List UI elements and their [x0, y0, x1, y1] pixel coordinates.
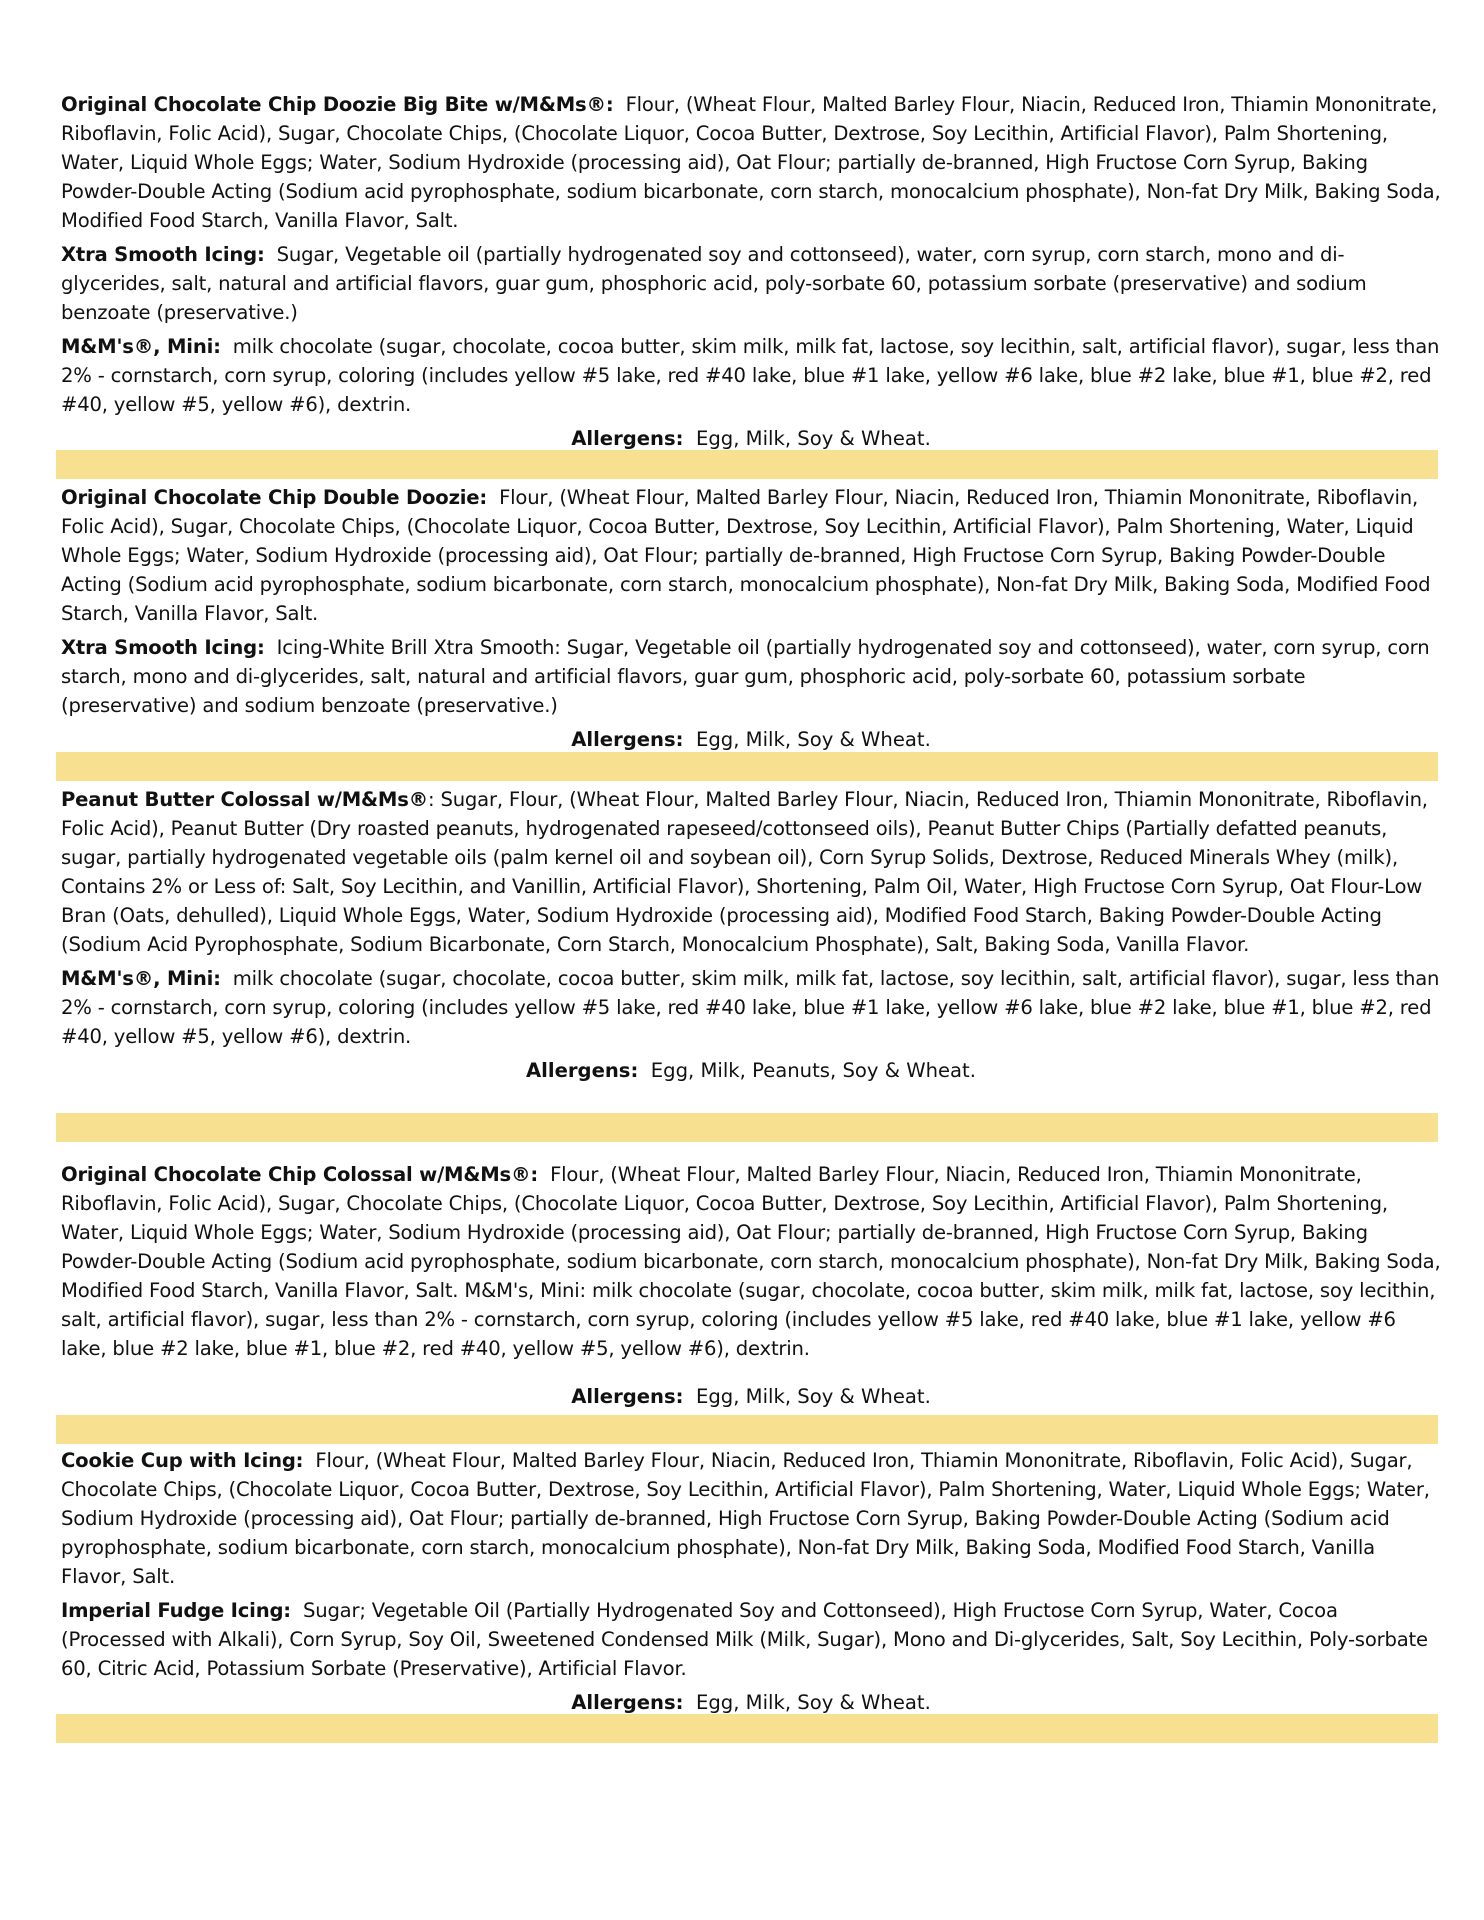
ingredient-text: Sugar; Vegetable Oil (Partially Hydrogenated Soy and Cottonseed), High Fructose Corn Syrup, Water, Cocoa (Processed with Alkali), Corn Syrup, Soy Oil, Sweetened Condensed Milk (Milk, Sugar), Mono and Di-glycerides, Salt, Soy Lecithin, Poly-sorbate 60, Citric Acid, Potassium Sorbate (Preservative), Artificial Flavor. [61, 1599, 1428, 1680]
ingredient-paragraph [61, 1446, 1441, 1591]
allergens-label: Allergens: [526, 1059, 639, 1082]
allergens-value: Egg, Milk, Soy & Wheat. [695, 1691, 931, 1714]
ingredient-text: Flour, (Wheat Flour, Malted Barley Flour, Niacin, Reduced Iron, Thiamin Mononitrate, Riboflavin, Folic Acid), Sugar, Chocolate Chips, (Chocolate Liquor, Cocoa Butter, Dextrose, Soy Lecithin, Artificial Flavor), Palm Shortening, Water, Liquid Whole Eggs; Water, Sodium Hydroxide (processing aid), Oat Flour; partially de-branned, High Fructose Corn Syrup, Baking Powder-Double Acting (Sodium acid pyrophosphate, sodium bicarbonate, corn starch, monocalcium phosphate), Non-fat Dry Milk, Baking Soda, Modified Food Starch, Vanilla Flavor, Salt. [61, 486, 1431, 625]
ingredient-paragraph [61, 785, 1441, 959]
allergens-line [61, 1382, 1441, 1411]
ingredient-paragraph [61, 240, 1441, 327]
product-section-double-doozie [61, 483, 1441, 754]
product-section-peanut-butter-colossal [61, 785, 1441, 1085]
ingredient-paragraph [61, 332, 1441, 419]
allergens-label: Allergens: [571, 1385, 684, 1408]
allergens-line [61, 424, 1441, 453]
ingredient-paragraph [61, 483, 1441, 628]
section-divider [56, 450, 1438, 479]
allergens-value: Egg, Milk, Soy & Wheat. [695, 427, 931, 450]
ingredient-text: Sugar, Vegetable oil (partially hydrogenated soy and cottonseed), water, corn syrup, corn starch, mono and di-glycerides, salt, natural and artificial flavors, guar gum, phosphoric acid, poly-sorbate 60, potassium sorbate (preservative) and sodium benzoate (preservative.) [61, 243, 1367, 324]
section-divider [56, 1113, 1438, 1142]
allergens-label: Allergens: [571, 427, 684, 450]
ingredient-text: Flour, (Wheat Flour, Malted Barley Flour, Niacin, Reduced Iron, Thiamin Mononitrate, Riboflavin, Folic Acid), Sugar, Chocolate Chips, (Chocolate Liquor, Cocoa Butter, Dextrose, Soy Lecithin, Artificial Flavor), Palm Shortening, Water, Liquid Whole Eggs; Water, Sodium Hydroxide (processing aid), Oat Flour; partially de-branned, High Fructose Corn Syrup, Baking Powder-Double Acting (Sodium acid pyrophosphate, sodium bicarbonate, corn starch, monocalcium phosphate), Non-fat Dry Milk, Baking Soda, Modified Food Starch, Vanilla Flavor, Salt. [61, 93, 1441, 232]
ingredient-paragraph [61, 90, 1441, 235]
allergens-value: Egg, Milk, Soy & Wheat. [695, 1385, 931, 1408]
component-name: M&M's®, Mini: [61, 335, 221, 358]
ingredient-text: : Sugar, Flour, (Wheat Flour, Malted Barley Flour, Niacin, Reduced Iron, Thiamin Mononitrate, Riboflavin, Folic Acid), Peanut Butter (Dry roasted peanuts, hydrogenated rapeseed/cottonseed oils), Peanut Butter Chips (Partially defatted peanuts, sugar, partially hydrogenated vegetable oils (palm kernel oil and soybean oil), Corn Syrup Solids, Dextrose, Reduced Minerals Whey (milk), Contains 2% or Less of: Salt, Soy Lecithin, and Vanillin, Artificial Flavor), Shortening, Palm Oil, Water, High Fructose Corn Syrup, Oat Flour-Low Bran (Oats, dehulled), Liquid Whole Eggs, Water, Sodium Hydroxide (processing aid), Modified Food Starch, Baking Powder-Double Acting (Sodium Acid Pyrophosphate, Sodium Bicarbonate, Corn Starch, Monocalcium Phosphate), Salt, Baking Soda, Vanilla Flavor. [61, 788, 1428, 956]
product-name: Original Chocolate Chip Doozie Big Bite w/M&Ms®: [61, 93, 614, 116]
ingredient-text: milk chocolate (sugar, chocolate, cocoa butter, skim milk, milk fat, lactose, soy lecithin, salt, artificial flavor), sugar, less than 2% - cornstarch, corn syrup, coloring (includes yellow #5 lake, red #40 lake, blue #1 lake, yellow #6 lake, blue #2 lake, blue #1, blue #2, red #40, yellow #5, yellow #6), dextrin. [61, 967, 1440, 1048]
allergens-value: Egg, Milk, Soy & Wheat. [695, 728, 931, 751]
ingredient-text: Icing-White Brill Xtra Smooth: Sugar, Vegetable oil (partially hydrogenated soy and cottonseed), water, corn syrup, corn starch, mono and di-glycerides, salt, natural and artificial flavors, guar gum, phosphoric acid, poly-sorbate 60, potassium sorbate (preservative) and sodium benzoate (preservative.) [61, 636, 1430, 717]
component-name: Xtra Smooth Icing: [61, 636, 265, 659]
ingredient-paragraph [61, 964, 1441, 1051]
allergens-label: Allergens: [571, 728, 684, 751]
product-name: Original Chocolate Chip Colossal w/M&Ms®: [61, 1163, 538, 1186]
component-name: Xtra Smooth Icing: [61, 243, 265, 266]
section-divider [56, 752, 1438, 781]
ingredient-text: Flour, (Wheat Flour, Malted Barley Flour, Niacin, Reduced Iron, Thiamin Mononitrate, Riboflavin, Folic Acid), Sugar, Chocolate Chips, (Chocolate Liquor, Cocoa Butter, Dextrose, Soy Lecithin, Artificial Flavor), Palm Shortening, Water, Liquid Whole Eggs; Water, Sodium Hydroxide (processing aid), Oat Flour; partially de-branned, High Fructose Corn Syrup, Baking Powder-Double Acting (Sodium acid pyrophosphate, sodium bicarbonate, corn starch, monocalcium phosphate), Non-fat Dry Milk, Baking Soda, Modified Food Starch, Vanilla Flavor, Salt. [61, 1449, 1430, 1588]
allergens-line [61, 1056, 1441, 1085]
section-divider [56, 1415, 1438, 1444]
section-divider [56, 1714, 1438, 1743]
product-name: Cookie Cup with Icing: [61, 1449, 304, 1472]
allergens-value: Egg, Milk, Peanuts, Soy & Wheat. [650, 1059, 976, 1082]
allergens-label: Allergens: [571, 1691, 684, 1714]
product-section-doozie-big-bite [61, 90, 1441, 453]
allergens-line [61, 1688, 1441, 1717]
component-name: Imperial Fudge Icing: [61, 1599, 291, 1622]
component-name: M&M's®, Mini: [61, 967, 221, 990]
ingredient-text: milk chocolate (sugar, chocolate, cocoa butter, skim milk, milk fat, lactose, soy lecithin, salt, artificial flavor), sugar, less than 2% - cornstarch, corn syrup, coloring (includes yellow #5 lake, red #40 lake, blue #1 lake, yellow #6 lake, blue #2 lake, blue #1, blue #2, red #40, yellow #5, yellow #6), dextrin. [61, 335, 1440, 416]
product-section-cookie-cup [61, 1446, 1441, 1717]
allergens-line [61, 725, 1441, 754]
product-section-chocolate-chip-colossal [61, 1160, 1441, 1411]
ingredient-paragraph [61, 1160, 1441, 1363]
product-name: Original Chocolate Chip Double Doozie: [61, 486, 488, 509]
ingredient-paragraph [61, 633, 1441, 720]
product-name: Peanut Butter Colossal w/M&Ms® [61, 788, 429, 811]
ingredient-paragraph [61, 1596, 1441, 1683]
ingredient-text: Flour, (Wheat Flour, Malted Barley Flour, Niacin, Reduced Iron, Thiamin Mononitrate, Riboflavin, Folic Acid), Sugar, Chocolate Chips, (Chocolate Liquor, Cocoa Butter, Dextrose, Soy Lecithin, Artificial Flavor), Palm Shortening, Water, Liquid Whole Eggs; Water, Sodium Hydroxide (processing aid), Oat Flour; partially de-branned, High Fructose Corn Syrup, Baking Powder-Double Acting (Sodium acid pyrophosphate, sodium bicarbonate, corn starch, monocalcium phosphate), Non-fat Dry Milk, Baking Soda, Modified Food Starch, Vanilla Flavor, Salt. M&M's, Mini: milk chocolate (sugar, chocolate, cocoa butter, skim milk, milk fat, lactose, soy lecithin, salt, artificial flavor), sugar, less than 2% - cornstarch, corn syrup, coloring (includes yellow #5 lake, red #40 lake, blue #1 lake, yellow #6 lake, blue #2 lake, blue #1, blue #2, red #40, yellow #5, yellow #6), dextrin. [61, 1163, 1441, 1360]
